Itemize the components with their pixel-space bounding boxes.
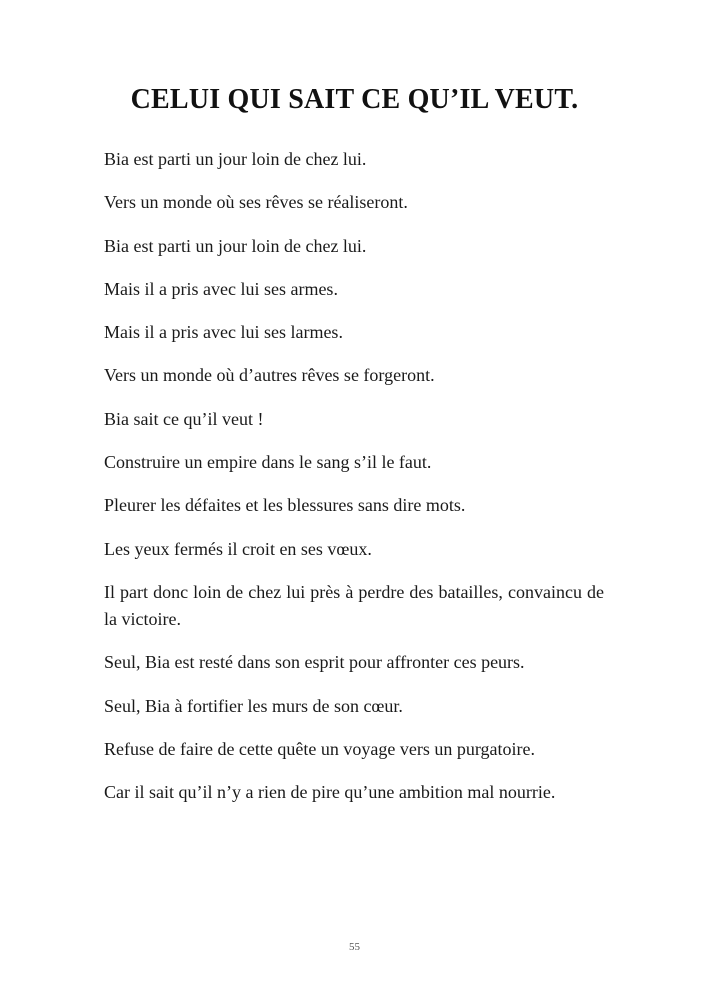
poem-line: Pleurer les défaites et les blessures sans dire mots. [104,495,466,516]
poem-line: Refuse de faire de cette quête un voyage vers un purgatoire. [104,738,535,759]
poem-line: Vers un monde où d’autres rêves se forgeront. [104,365,435,386]
poem-line: Bia sait ce qu’il veut ! [104,408,264,429]
poem-title: CELUI QUI SAIT CE QU’IL VEUT. [130,84,579,115]
poem-line: Les yeux fermés il croit en ses vœux. [104,538,372,559]
poem-line: Car il sait qu’il n’y a rien de pire qu’une ambition mal nourrie. [104,782,556,803]
poem-line: Vers un monde où ses rêves se réaliseront. [104,192,408,213]
poem-line: Bia est parti un jour loin de chez lui. [104,149,367,169]
poem-line: Il part donc loin de chez lui près à perdre des batailles, convaincu de la victoire. [104,581,604,629]
poem-line: Mais il a pris avec lui ses larmes. [104,322,343,343]
page-number: 55 [349,941,360,953]
poem-line: Seul, Bia est resté dans son esprit pour affronter ces peurs. [104,652,525,673]
poem-line: Mais il a pris avec lui ses armes. [104,278,338,299]
poem-line: Bia est parti un jour loin de chez lui. [104,235,367,256]
poem-body [104,146,604,822]
poem-line: Construire un empire dans le sang s’il le faut. [104,452,432,473]
poem-line: Seul, Bia à fortifier les murs de son cœur. [104,695,403,716]
